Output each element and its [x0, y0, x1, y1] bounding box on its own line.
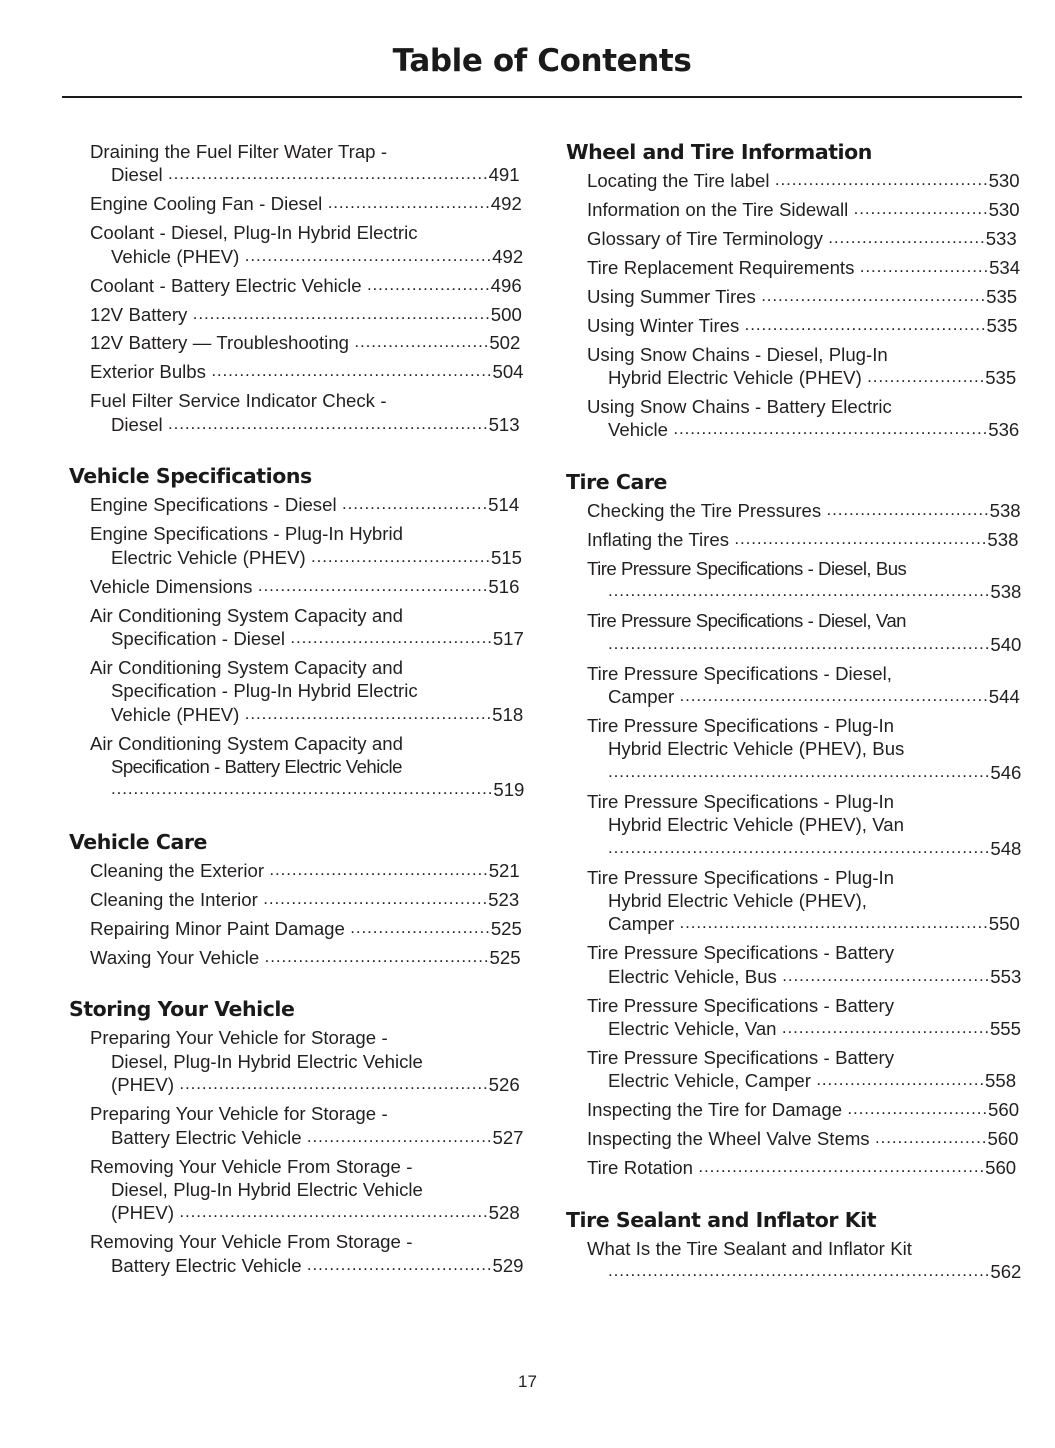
toc-entry-line	[90, 1026, 524, 1049]
toc-section	[69, 830, 524, 969]
toc-page-number: 538	[989, 500, 1021, 522]
toc-section-heading: Vehicle Specifications	[69, 464, 312, 489]
toc-entry-title: Specification - Battery Electric Vehicle	[111, 756, 402, 778]
toc-entry[interactable]	[69, 221, 524, 268]
toc-entry[interactable]	[566, 343, 1021, 390]
toc-entry[interactable]	[566, 198, 1021, 221]
toc-column-left	[69, 140, 524, 1283]
toc-entry-line	[90, 917, 524, 940]
dot-leader: .................................	[306, 1126, 493, 1146]
toc-entry-title: Draining the Fuel Filter Water Trap -	[90, 141, 388, 162]
dot-leader: ...........................................	[744, 314, 987, 334]
toc-entry-line	[90, 245, 524, 268]
dot-leader: ..............................	[816, 1070, 986, 1090]
toc-entry-title: Preparing Your Vehicle for Storage -	[90, 1027, 388, 1049]
toc-entry[interactable]	[566, 994, 1021, 1041]
dot-leader: .........................	[350, 917, 491, 937]
toc-entry-line	[90, 522, 524, 545]
toc-entry-line	[587, 714, 1021, 737]
toc-entry[interactable]	[566, 528, 1021, 551]
toc-entry-line	[90, 493, 524, 516]
toc-entry-title: 12V Battery	[90, 303, 193, 325]
toc-page-number: 544	[988, 686, 1020, 708]
toc-entry-title: (PHEV)	[111, 1202, 180, 1224]
dot-leader: ..........................	[341, 494, 489, 514]
dot-leader: .....................................	[782, 965, 991, 985]
toc-entry-title: Air Conditioning System Capacity and	[90, 604, 403, 626]
toc-entry[interactable]	[69, 1026, 524, 1096]
dot-leader: .......................................................	[679, 913, 989, 933]
toc-page-number: 516	[488, 575, 520, 597]
toc-entry-line	[587, 169, 1021, 192]
toc-entry-title: Locating the Tire label	[587, 170, 775, 192]
dot-leader: ....................................................................	[608, 1261, 991, 1281]
toc-entry-title: Engine Cooling Fan - Diesel	[90, 193, 328, 215]
toc-entry-line	[587, 198, 1021, 221]
toc-entry[interactable]	[566, 314, 1021, 337]
dot-leader: ....................................................................	[111, 779, 494, 799]
dot-leader: ............................................	[244, 703, 493, 723]
toc-entry-title: Checking the Tire Pressures	[587, 500, 827, 522]
toc-entry-line	[90, 303, 524, 326]
toc-entry[interactable]	[566, 662, 1021, 709]
dot-leader: .........................	[847, 1099, 989, 1119]
toc-entry-line	[90, 221, 524, 244]
toc-entry-title: Waxing Your Vehicle	[90, 946, 265, 968]
dot-leader: .......................................................	[179, 1202, 489, 1222]
toc-entry-title: Inflating the Tires	[587, 529, 735, 551]
toc-section	[566, 1208, 1021, 1284]
toc-entry[interactable]	[69, 604, 524, 651]
toc-entry-line	[90, 140, 524, 163]
toc-entry[interactable]	[566, 941, 1021, 988]
toc-entry-title: Tire Pressure Specifications - Plug-In	[587, 714, 895, 736]
dot-leader: ..................................................	[211, 361, 493, 381]
toc-page-number: 548	[990, 837, 1021, 859]
dot-leader: ....................................................................	[608, 581, 991, 601]
dot-leader: ......................................	[774, 170, 989, 190]
dot-leader: ........................................	[264, 946, 490, 966]
toc-page-number: 513	[488, 413, 520, 435]
toc-entry-line	[587, 609, 1021, 632]
toc-entry-title: Vehicle (PHEV)	[111, 703, 245, 725]
toc-entry-line	[90, 946, 524, 969]
toc-page-number: 504	[492, 361, 524, 383]
toc-page-number: 530	[988, 199, 1020, 221]
toc-entry-title: Information on the Tire Sidewall	[587, 199, 854, 221]
dot-leader: ...................................................	[698, 1157, 986, 1177]
toc-entry-line	[90, 575, 524, 598]
toc-page-number: 538	[987, 529, 1019, 551]
toc-page-number: 535	[985, 367, 1017, 389]
header-divider	[62, 96, 1022, 98]
toc-entry-line	[587, 395, 1021, 418]
toc-entry-title: Tire Pressure Specifications - Plug-In	[587, 790, 895, 812]
toc-entry[interactable]	[69, 303, 524, 326]
dot-leader: .......................................................	[679, 686, 989, 706]
toc-page-number: 560	[987, 1128, 1019, 1150]
toc-entry[interactable]	[69, 888, 524, 911]
toc-entry-title: Specification - Diesel	[111, 627, 291, 649]
toc-page-number: 492	[492, 245, 524, 267]
toc-entry[interactable]	[69, 522, 524, 569]
toc-entry-title: Glossary of Tire Terminology	[587, 228, 829, 250]
toc-entry-line	[90, 1073, 524, 1096]
toc-section-heading: Storing Your Vehicle	[69, 997, 295, 1022]
toc-entry-leader-line	[587, 761, 1021, 784]
toc-entry[interactable]	[566, 227, 1021, 250]
toc-entry[interactable]	[69, 192, 524, 215]
toc-entry[interactable]	[566, 256, 1021, 279]
dot-leader: .........................................................	[168, 413, 489, 433]
toc-columns	[0, 140, 1055, 1320]
toc-entry-title: Camper	[608, 686, 680, 708]
toc-entry-line	[587, 1069, 1021, 1092]
toc-entry[interactable]	[69, 732, 524, 802]
toc-entry-line	[587, 912, 1021, 935]
toc-entry[interactable]	[69, 331, 524, 354]
toc-page-number: 527	[492, 1126, 524, 1148]
toc-entry-title: Tire Pressure Specifications - Battery	[587, 1046, 895, 1068]
toc-entry-title: Using Snow Chains - Battery Electric	[587, 396, 892, 418]
toc-entry-title: Diesel, Plug-In Hybrid Electric Vehicle	[111, 1178, 423, 1200]
dot-leader: ............................................	[244, 245, 493, 265]
toc-page-number: 530	[988, 170, 1020, 192]
dot-leader: .......................	[859, 256, 990, 276]
toc-entry-title: Inspecting the Wheel Valve Stems	[587, 1128, 875, 1150]
dot-leader: .............................................	[734, 529, 988, 549]
dot-leader: ....................................................................	[608, 633, 991, 653]
toc-entry-title: Electric Vehicle, Bus	[608, 965, 783, 987]
toc-entry-line	[587, 866, 1021, 889]
toc-entry[interactable]	[566, 499, 1021, 522]
toc-page-number: 525	[489, 946, 521, 968]
toc-section	[69, 997, 524, 1277]
dot-leader: ............................	[828, 228, 986, 248]
toc-entry-line	[90, 1126, 524, 1149]
toc-entry-title: Electric Vehicle, Camper	[608, 1070, 817, 1092]
toc-entry[interactable]	[566, 1127, 1021, 1150]
toc-entry-line	[90, 274, 524, 297]
toc-entry-line	[90, 703, 524, 726]
toc-entry-title: Camper	[608, 913, 680, 935]
toc-page-number: 560	[988, 1099, 1020, 1121]
toc-entry[interactable]	[69, 1155, 524, 1225]
toc-entry-title: Cleaning the Exterior	[90, 860, 270, 882]
toc-entry[interactable]	[69, 140, 524, 187]
toc-entry[interactable]	[69, 1230, 524, 1277]
toc-entry-title: Preparing Your Vehicle for Storage -	[90, 1103, 388, 1125]
toc-section-heading: Vehicle Care	[69, 829, 207, 854]
toc-entry-line	[587, 499, 1021, 522]
toc-entry-title: Cleaning the Interior	[90, 889, 264, 910]
toc-page-number: 558	[985, 1070, 1017, 1092]
toc-entry-title: Removing Your Vehicle From Storage -	[90, 1231, 413, 1253]
dot-leader: .....................	[867, 367, 986, 387]
dot-leader: ......................	[366, 274, 491, 294]
toc-entry-leader-line	[587, 633, 1021, 656]
toc-entry-title: (PHEV)	[111, 1074, 180, 1096]
toc-entry-title: 12V Battery — Troubleshooting	[90, 332, 355, 354]
toc-entry-line	[587, 1046, 1021, 1069]
toc-page-number: 540	[990, 633, 1021, 655]
toc-entry[interactable]	[69, 360, 524, 383]
toc-page-number: 555	[989, 1018, 1021, 1040]
toc-section-heading: Tire Care	[566, 469, 668, 494]
toc-entry-line	[587, 314, 1021, 337]
dot-leader: .....................................	[781, 1018, 990, 1038]
dot-leader: ................................	[311, 546, 491, 566]
toc-page-number: 560	[985, 1157, 1017, 1179]
toc-entry-title: Tire Pressure Specifications - Plug-In	[587, 866, 895, 888]
toc-page-number: 562	[990, 1261, 1021, 1283]
dot-leader: ....................................................................	[608, 761, 991, 781]
toc-page-number: 515	[490, 546, 523, 568]
toc-entry-line	[587, 557, 1021, 580]
toc-entry-title: Air Conditioning System Capacity and	[90, 656, 403, 678]
toc-entry[interactable]	[69, 575, 524, 598]
toc-page-number: 523	[488, 889, 520, 910]
toc-entry-line	[587, 1127, 1021, 1150]
toc-entry-title: Vehicle Dimensions	[90, 575, 258, 597]
toc-entry[interactable]	[566, 1237, 1021, 1284]
toc-entry-line	[587, 227, 1021, 250]
toc-page-number: 529	[492, 1254, 524, 1276]
toc-page-number: 492	[490, 193, 522, 215]
toc-entry[interactable]	[566, 395, 1021, 442]
toc-entry-title: Diesel, Plug-In Hybrid Electric Vehicle	[111, 1050, 423, 1072]
toc-entry-line	[90, 163, 524, 186]
toc-entry[interactable]	[566, 790, 1021, 860]
toc-entry-line	[90, 389, 524, 412]
toc-entry[interactable]	[566, 1098, 1021, 1121]
page-number: 17	[518, 1372, 537, 1391]
dot-leader: .........................................	[257, 575, 489, 595]
toc-entry[interactable]	[566, 866, 1021, 936]
toc-entry[interactable]	[566, 714, 1021, 784]
toc-section-heading: Wheel and Tire Information	[566, 140, 872, 164]
toc-entry-line	[90, 679, 524, 702]
toc-entry-title: Hybrid Electric Vehicle (PHEV), Van	[608, 814, 904, 836]
toc-entry-title: Hybrid Electric Vehicle (PHEV)	[608, 367, 868, 389]
toc-entry-title: Hybrid Electric Vehicle (PHEV),	[608, 889, 867, 911]
toc-section	[69, 140, 524, 436]
page-title: Table of Contents	[392, 43, 692, 79]
toc-entry-line	[90, 331, 524, 354]
toc-entry-title: Hybrid Electric Vehicle (PHEV), Bus	[608, 738, 905, 760]
toc-entry-title: Tire Pressure Specifications - Battery	[587, 994, 895, 1016]
toc-entry-line	[90, 888, 524, 911]
toc-entry[interactable]	[69, 917, 524, 940]
dot-leader: .....................................................	[192, 303, 491, 323]
toc-entry-title: Air Conditioning System Capacity and	[90, 732, 403, 754]
toc-entry[interactable]	[69, 946, 524, 969]
toc-entry[interactable]	[566, 609, 1021, 656]
toc-entry-title: Using Winter Tires	[587, 314, 745, 336]
toc-entry[interactable]	[69, 656, 524, 726]
toc-entry-line	[587, 737, 1021, 760]
toc-entry-line	[587, 1237, 1021, 1260]
toc-page-number: 550	[988, 913, 1020, 935]
toc-page-number: 519	[493, 779, 524, 801]
toc-entry[interactable]	[69, 274, 524, 297]
toc-entry-line	[587, 889, 1021, 912]
toc-entry[interactable]	[566, 1156, 1021, 1179]
toc-entry-title: Vehicle	[608, 419, 674, 441]
toc-entry-line	[587, 965, 1021, 988]
toc-entry[interactable]	[69, 1102, 524, 1149]
toc-entry[interactable]	[566, 557, 1021, 604]
toc-entry-line	[587, 994, 1021, 1017]
toc-entry-title: Inspecting the Tire for Damage	[587, 1099, 848, 1121]
toc-entry-line	[587, 1098, 1021, 1121]
toc-page-number: 491	[488, 164, 520, 186]
toc-entry-title: Coolant - Diesel, Plug-In Hybrid Electric	[90, 222, 418, 244]
toc-entry-line	[90, 192, 524, 215]
toc-page-number: 502	[489, 332, 521, 354]
toc-section-heading: Tire Sealant and Inflator Kit	[566, 1207, 877, 1232]
toc-entry-line	[587, 1156, 1021, 1179]
toc-entry-title: Tire Rotation	[587, 1157, 699, 1179]
dot-leader: .............................	[826, 500, 990, 520]
toc-entry[interactable]	[69, 493, 524, 516]
toc-entry-title: Tire Pressure Specifications - Diesel,	[587, 662, 892, 684]
toc-page-number: 518	[492, 703, 524, 725]
dot-leader: .........................................................	[168, 164, 489, 184]
toc-entry-line	[587, 256, 1021, 279]
toc-entry-line	[587, 685, 1021, 708]
toc-section	[566, 140, 1021, 442]
toc-entry-line	[587, 662, 1021, 685]
toc-entry-line	[90, 604, 524, 627]
toc-entry[interactable]	[566, 285, 1021, 308]
toc-page-number: 538	[990, 581, 1021, 603]
page-header	[62, 44, 1022, 80]
dot-leader: ........................................................	[673, 419, 989, 439]
toc-page-number: 514	[488, 494, 520, 516]
toc-entry-line	[587, 790, 1021, 813]
toc-entry-title: Diesel	[111, 164, 169, 186]
toc-entry-title: Exterior Bulbs	[90, 361, 212, 383]
toc-entry-line	[587, 528, 1021, 551]
toc-entry[interactable]	[566, 169, 1021, 192]
toc-entry-leader-line	[587, 1260, 1021, 1283]
toc-entry-line	[90, 1155, 524, 1178]
dot-leader: ....................	[874, 1128, 988, 1148]
toc-entry-line	[90, 413, 524, 436]
toc-entry[interactable]	[69, 389, 524, 436]
dot-leader: ....................................................................	[608, 837, 991, 857]
toc-entry-leader-line	[90, 778, 524, 801]
toc-page-number: 525	[490, 917, 522, 939]
dot-leader: ....................................	[290, 627, 493, 647]
dot-leader: .................................	[306, 1254, 493, 1274]
toc-entry-line	[587, 285, 1021, 308]
toc-entry[interactable]	[69, 859, 524, 882]
toc-column-right	[566, 140, 1021, 1289]
toc-entry-line	[90, 656, 524, 679]
toc-entry[interactable]	[566, 1046, 1021, 1093]
toc-entry-line	[587, 813, 1021, 836]
toc-entry-title: What Is the Tire Sealant and Inflator Kit	[587, 1237, 912, 1259]
toc-entry-title: Engine Specifications - Plug-In Hybrid	[90, 523, 403, 545]
toc-entry-line	[90, 859, 524, 882]
toc-entry-title: Electric Vehicle, Van	[608, 1018, 782, 1040]
dot-leader: ........................................	[761, 285, 987, 305]
toc-entry-line	[90, 1102, 524, 1125]
toc-section	[69, 464, 524, 802]
toc-page-number: 517	[492, 627, 524, 649]
toc-entry-line	[90, 1178, 524, 1201]
toc-page-number: 535	[986, 285, 1018, 307]
toc-entry-line	[587, 941, 1021, 964]
toc-entry-line	[587, 418, 1021, 441]
toc-entry-title: Diesel	[111, 413, 169, 435]
toc-entry-line	[587, 343, 1021, 366]
toc-entry-title: Specification - Plug-In Hybrid Electric	[111, 680, 418, 702]
toc-page-number: 536	[988, 419, 1020, 441]
toc-section	[566, 470, 1021, 1180]
toc-entry-title: Coolant - Battery Electric Vehicle	[90, 274, 367, 296]
toc-entry-title: Engine Specifications - Diesel	[90, 494, 342, 516]
toc-page-number: 535	[986, 314, 1018, 336]
toc-entry-title: Repairing Minor Paint Damage	[90, 917, 351, 939]
toc-entry-title: Tire Pressure Specifications - Diesel, Van	[587, 610, 906, 632]
toc-page-number: 500	[490, 303, 522, 325]
toc-entry-title: Tire Replacement Requirements	[587, 256, 860, 278]
toc-page-number: 546	[990, 761, 1021, 783]
toc-entry-title: Battery Electric Vehicle	[111, 1254, 307, 1276]
toc-entry-title: Electric Vehicle (PHEV)	[111, 546, 312, 568]
toc-entry-line	[90, 1201, 524, 1224]
toc-page-number: 521	[488, 860, 520, 882]
toc-entry-title: Tire Pressure Specifications - Battery	[587, 942, 895, 964]
toc-entry-title: Tire Pressure Specifications - Diesel, Bus	[587, 557, 907, 579]
toc-page-number: 534	[989, 256, 1021, 278]
toc-entry-title: Using Snow Chains - Diesel, Plug-In	[587, 343, 888, 365]
dot-leader: ........................................	[263, 889, 489, 908]
dot-leader: ........................	[354, 332, 490, 352]
toc-page-number: 533	[985, 228, 1017, 250]
toc-entry-line	[90, 1230, 524, 1253]
toc-entry-leader-line	[587, 580, 1021, 603]
toc-entry-title: Battery Electric Vehicle	[111, 1126, 307, 1148]
toc-entry-line	[90, 546, 524, 569]
toc-entry-line	[587, 1017, 1021, 1040]
toc-page-number: 526	[488, 1074, 520, 1096]
toc-entry-line	[90, 360, 524, 383]
toc-entry-line	[90, 627, 524, 650]
toc-page-number: 496	[490, 274, 522, 296]
toc-entry-line	[90, 755, 524, 778]
toc-entry-leader-line	[587, 837, 1021, 860]
toc-entry-line	[90, 1254, 524, 1277]
toc-entry-line	[587, 366, 1021, 389]
toc-page-number: 553	[990, 965, 1022, 987]
dot-leader: .......................................................	[179, 1074, 489, 1094]
toc-entry-line	[90, 732, 524, 755]
toc-entry-title: Vehicle (PHEV)	[111, 245, 245, 267]
toc-entry-title: Fuel Filter Service Indicator Check -	[90, 390, 387, 412]
toc-entry-line	[90, 1050, 524, 1073]
toc-entry-title: Removing Your Vehicle From Storage -	[90, 1155, 413, 1177]
dot-leader: .......................................	[269, 860, 489, 880]
dot-leader: ........................	[853, 199, 989, 219]
dot-leader: .............................	[327, 193, 491, 213]
toc-page-number: 528	[488, 1202, 520, 1224]
toc-entry-title: Using Summer Tires	[587, 285, 762, 307]
